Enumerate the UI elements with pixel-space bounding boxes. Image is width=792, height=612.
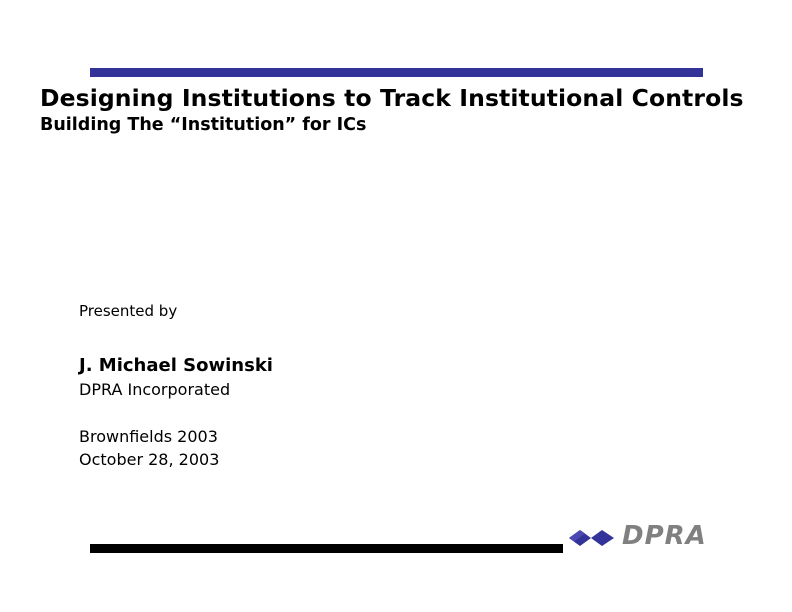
dpra-logo bbox=[567, 521, 722, 553]
slide-title: Designing Institutions to Track Institutional Controls bbox=[40, 84, 744, 112]
bottom-accent-rule bbox=[90, 544, 563, 553]
event-date: October 28, 2003 bbox=[79, 450, 220, 469]
presenter-organization: DPRA Incorporated bbox=[79, 380, 231, 399]
slide-subtitle: Building The “Institution” for ICs bbox=[40, 115, 367, 135]
event-name: Brownfields 2003 bbox=[79, 427, 218, 446]
top-accent-rule bbox=[90, 68, 703, 77]
dpra-logo-text: DPRA bbox=[622, 521, 707, 551]
presenter-name: J. Michael Sowinski bbox=[79, 355, 273, 376]
presented-by-label: Presented by bbox=[79, 302, 178, 320]
dpra-logo-mark-icon bbox=[567, 525, 617, 549]
